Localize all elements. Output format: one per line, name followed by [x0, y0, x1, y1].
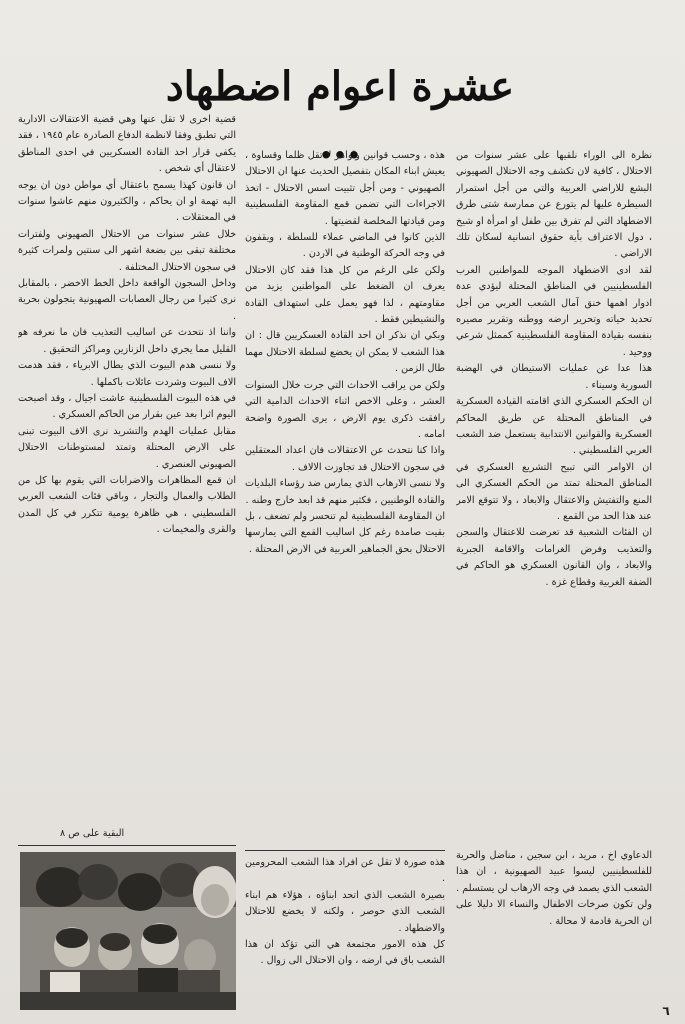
paragraph: في هذه البيوت الفلسطينية عاشت اجيال ، وقد اصبحت اليوم اثرا بعد عين بقرار من الحاكم العسكري . [18, 392, 236, 421]
paragraph: مقابل عمليات الهدم والتشريد نرى الاف البيوت تبنى على الارض المحتلة وتمتد لمستوطنات الاحتلال الصهيوني العنصري . [18, 425, 236, 470]
text-column-3 [18, 112, 236, 852]
text-column-1 [456, 148, 652, 840]
article-title: عشرة اعوام اضطهاد ... [165, 63, 515, 168]
paragraph: لقد ادى الاضطهاد الموجه للمواطنين العرب الفلسطينيين في المناطق المحتلة ليؤدي عدة ادوار اهمها خنق آمال الشعب العربي من أجل تحديد حياته وتحرير ارضه ووطنه وتقرير مصيره بنفسه بقيادة المقاومة الفلسطينية كممثل شرعي ووحيد . [456, 264, 652, 358]
paragraph: كل هذه الامور مجتمعة هي التي تؤكد ان هذا الشعب باق في ارضه ، وان الاحتلال الى زوال . [245, 939, 445, 967]
photo-divider [18, 845, 236, 846]
text-column-5 [245, 855, 445, 1005]
paragraph: هذه صورة لا تقل عن افراد هذا الشعب المحرومين . [245, 857, 445, 885]
paragraph: بصيرة الشعب الذي اتحد ابناؤه ، هؤلاء هم ابناء الشعب الذي حوصر ، ولكنه لا يخضع للاحتلال والاضطهاد . [245, 889, 445, 934]
paragraph: ولكن من يراقب الاحداث التي جرت خلال السنوات العشر ، وعلى الاخص اثناء الاحداث الدامية التي رافقت ذكرى يوم الارض ، يرى الصورة واضحة امامه . [245, 379, 445, 440]
paragraph: ولا ننسى هدم البيوت الذي يطال الابرياء ، فقد هدمت الاف البيوت وشردت عائلات باكملها . [18, 360, 236, 388]
paragraph: ان قمع المظاهرات والاضرابات التي يقوم بها كل من الطلاب والعمال والتجار ، وباقي فئات الشعب العربي الفلسطيني ، هي ظاهرة يومية تتكرر في كل المدن والقرى والمخيمات . [18, 474, 236, 536]
paragraph: الدعاوي اخ ، مريد ، ابن سجين ، مناضل والحرية للفلسطينيين ليسوا عبيد الصهيونية ، ان هذا الشعب الذي يصمد في وجه الارهاب لن يستسلم . [456, 850, 652, 894]
column-divider [245, 850, 445, 851]
paragraph: ان الفئات الشعبية قد تعرضت للاعتقال والسجن والتعذيب وفرض الغرامات والاقامة الجبرية والابعاد ، وان القانون العسكري هو الحاكم في الضفة الغربية وقطاع غزة . [456, 527, 652, 588]
paragraph: قضية اخرى لا تقل عنها وهي قضية الاعتقالات الادارية التي تطبق وفقا لانظمة الدفاع الصادرة عام ١٩٤٥ ، فقد يكفي قرار احد القادة العسكريين في احدى المناطق لاعتقال أي شخص . [18, 114, 236, 175]
paragraph: ولكن على الرغم من كل هذا فقد كان الاحتلال يعرف ان الضغط على المواطنين يزيد من مقاومتهم ، لذا فهو يعمل على استهداف القادة والنشيطين فقط . [245, 264, 445, 326]
paragraph: ان الحكم العسكري الذي اقامته القيادة العسكرية في المناطق المحتلة عن طريق المحاكم العسكرية والقوانين الانتدابية يستعمل ضد الشعب العربي الفلسطيني . [456, 396, 652, 457]
text-column-4 [456, 848, 652, 1012]
paragraph: هذه ، وحسب قوانين واوامر لا تقل ظلما وقساوة ، يعيش ابناء المكان بتفصيل الحديث عنها ان الاحتلال الصهيوني - ومن أجل تثبيت اسس الاحتلال - اتخذ الاجراءات التي تضمن قمع المقاومة الفلسطينية ومن قيادتها المخلصة لقضيتها . [245, 150, 445, 227]
text-column-2 [245, 148, 445, 893]
paragraph: واذا كنا نتحدث عن الاعتقالات فان اعداد المعتقلين في سجون الاحتلال قد تجاوزت الالاف . [245, 445, 445, 473]
news-photo [20, 852, 236, 1010]
paragraph: ان المقاومة الفلسطينية لم تنحسر ولم تضعف ، بل بقيت صامدة رغم كل اساليب القمع التي يمارسها الاحتلال بحق الجماهير العربية في الارض المحتلة . [245, 510, 445, 555]
paragraph: ولن تكون صرخات الاطفال والنساء الا دليلا على ان الحرية قادمة لا محالة . [456, 899, 652, 927]
continued-note: البقية على ص ٨ [60, 828, 125, 839]
paragraph: واننا اذ نتحدث عن اساليب التعذيب فان ما نعرفه هو القليل مما يجري داخل الزنازين ومراكز التحقيق . [18, 327, 236, 355]
page-number: ٦ [662, 1004, 670, 1018]
paragraph: وبكي ان نذكر ان احد القادة العسكريين قال : ان هذا الشعب لا يمكن ان يخضع لسلطة الاحتلال مهما طال الزمن . [245, 330, 445, 375]
paragraph: ان الاوامر التي تبيح التشريع العسكري في المناطق المحتلة تمتد من الحكم العسكري الى المنع والتفتيش والاعتقال والابعاد ، ولا تتوقع الامر عند هذا الحد من القمع . [456, 461, 652, 522]
paragraph: نظرة الى الوراء نلقيها على عشر سنوات من الاحتلال ، كافية لان تكشف وجه الاحتلال الصهيوني البشع للاراضي العربية والتي من أجل استمرار السيطرة عليها لم يتورع عن ممارسة شتى طرق الاضطهاد التي لم تفرق بين طفل او امرأة او شيخ ، دول الاعتراف بأية حقوق انسانية لسكان تلك الاراضي . [456, 150, 652, 260]
paragraph: خلال عشر سنوات من الاحتلال الصهيوني ولفترات مختلفة تبقى بين بضعة اشهر الى سنتين ولمرات كثيرة في سجون الاحتلال المختلفة . [18, 228, 236, 273]
paragraph: وداخل السجون الواقعة داخل الخط الاخضر ، بالمقابل نرى كثيرا من رجال العصابات الصهيونية يتجولون بحرية . [18, 278, 236, 322]
paragraph: ولا ننسى الارهاب الذي يمارس ضد رؤساء البلديات والقادة الوطنيين ، فكثير منهم قد ابعد خارج وطنه . [245, 478, 445, 506]
paragraph: ان قانون كهذا يسمح باعتقال أي مواطن دون ان يوجه اليه تهمة او ان يحاكم ، والكثيرون منهم عاشوا سنوات في المعتقلات . [18, 179, 236, 224]
paragraph: هذا عدا عن عمليات الاستيطان في الهضبة السورية وسيناء . [456, 363, 652, 391]
paragraph: الذين كانوا في الماضي عملاء للسلطة ، ويقفون في وجه الحركة الوطنية في الاردن . [245, 232, 445, 260]
photo-image [20, 852, 236, 1010]
